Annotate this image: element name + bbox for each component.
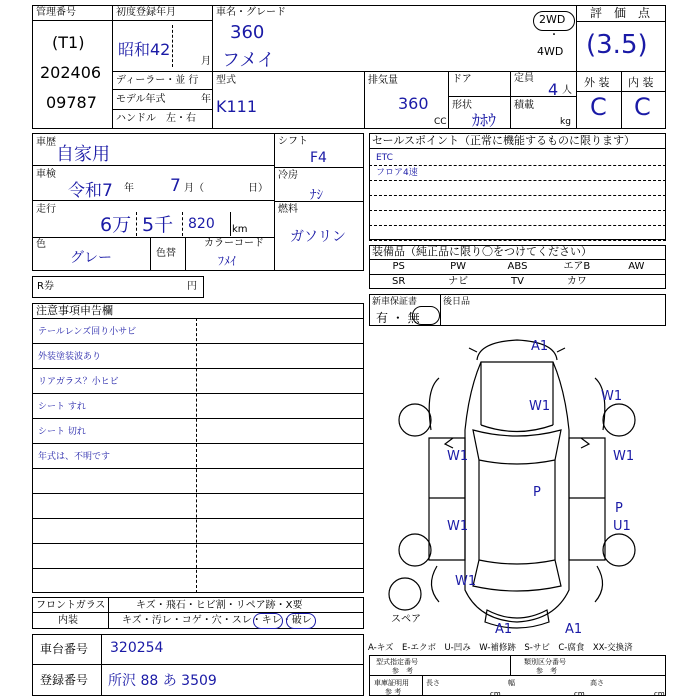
shaken-gatsu: 月（ (184, 183, 204, 194)
haiki-value: 360 (398, 94, 429, 113)
damage-legend: A-キズ E-エクボ U-凹み W-補修跡 S-サビ C-腐食 XX-交換済 (368, 643, 633, 653)
shareki-label: 車歴 (36, 137, 56, 148)
mark-a1-front: A1 (531, 339, 549, 354)
iro-value: グレー (70, 250, 112, 266)
irogae-label: 色替 (156, 248, 176, 259)
shamei-grade: フメイ (222, 50, 275, 71)
front-glass-label: フロントガラス (36, 600, 106, 611)
takasa-label: 高さ (590, 679, 604, 687)
chui-item: シート 切れ (38, 427, 86, 437)
katashiki-label: 型式 (216, 75, 236, 86)
keijo-label: 形状 (452, 100, 472, 111)
sales-item: フロア4速 (376, 168, 418, 178)
shaken-label: 車検 (36, 169, 56, 180)
chui-frame (32, 303, 364, 593)
car-diagram (369, 330, 666, 640)
naiso-score: C (634, 93, 651, 121)
chui-item: 年式は、不明です (38, 452, 111, 462)
soubi-item: エアB (563, 261, 591, 272)
rken-label: R券 (37, 281, 54, 292)
soko-man: 6万 (100, 214, 132, 236)
color-code-label: カラーコード (204, 238, 264, 249)
rken-frame (32, 276, 204, 298)
katashiki-value: K111 (216, 97, 258, 116)
nagasa-cm: cm (490, 690, 501, 698)
hosho-label: 新車保証書 (372, 297, 418, 307)
shaken-month: 7 (170, 176, 181, 196)
toroku-label: 登録番号 (40, 673, 89, 687)
soko-unit: km (232, 224, 248, 235)
mark-w1-fr: W1 (601, 389, 623, 404)
drive-4wd: 4WD (537, 45, 564, 58)
ruibetsu-label: 類別区分番号 (524, 658, 566, 666)
hyoka-score: (3.5) (586, 30, 648, 60)
mark-a1-rear-l: A1 (495, 622, 513, 637)
shiteisho-label: 型式指定番号 (376, 658, 418, 666)
rken-unit: 円 (187, 281, 197, 292)
front-glass-value: キズ・飛石・ヒビ割・リペア跡・X要 (136, 600, 303, 611)
mark-w1-hood: W1 (529, 399, 551, 414)
shodo-month: 月 (201, 56, 211, 67)
soubi-item: SR (392, 276, 406, 287)
shareki-value: 自家用 (56, 144, 110, 165)
daiban-label: 車台番号 (40, 642, 89, 656)
color-code: ﾌﾒｲ (218, 254, 237, 268)
kanri-t: (T1) (52, 33, 85, 52)
naiso-label: 内 装 (628, 76, 654, 89)
wheel-front-right (603, 404, 635, 436)
shamei-name: 360 (230, 22, 265, 43)
daiban-value: 320254 (110, 640, 164, 656)
sales-label: セールスポイント（正常に機能するものに限ります） (372, 134, 636, 147)
soubi-item: PW (450, 261, 467, 272)
ruibetsu-sanko: 参 考 (536, 667, 557, 675)
shoumei-label: 車庫証明用 (374, 679, 409, 687)
gaiso-score: C (590, 93, 607, 121)
soko-label: 走行 (36, 204, 56, 215)
shoumei-sanko: 参 考 (385, 688, 402, 696)
shift-label: シフト (278, 136, 308, 147)
kanri-label: 管理番号 (36, 7, 76, 18)
spare-wheel (389, 578, 421, 610)
takasa-cm: cm (654, 690, 665, 698)
iro-label: 色 (36, 239, 46, 250)
teiin-label: 定員 (514, 73, 534, 84)
nobi-label: 後日品 (443, 297, 471, 307)
kanri-n2: 09787 (46, 93, 97, 112)
soko-sen: 5千 (142, 214, 174, 236)
year-unit: 年 (201, 94, 211, 105)
mark-w1-rear-l: W1 (455, 574, 477, 589)
mark-w1-rl-door: W1 (447, 519, 469, 534)
shaken-era: 令和7 (68, 181, 113, 201)
soubi-item: カワ (566, 276, 587, 287)
hyoka-label: 評 価 点 (590, 6, 651, 20)
naiso-row-label: 内装 (58, 615, 78, 626)
soubi-item: AW (628, 261, 645, 272)
damage-marks (447, 339, 634, 637)
toroku-value: 所沢 88 あ 3509 (108, 673, 217, 689)
nenryo-value: ガソリン (290, 229, 346, 245)
soubi-item: ABS (507, 261, 528, 272)
sales-frame (369, 133, 666, 240)
mark-u1-rr: U1 (613, 519, 631, 534)
reibo-label: 冷房 (278, 170, 298, 181)
drive-2wd: 2WD (539, 13, 566, 26)
kire-circle (286, 613, 316, 629)
reibo-value: ﾅｼ (310, 188, 323, 203)
shaken-nen: 年 (124, 183, 134, 194)
naiso-row-value: キズ・汚レ・コゲ・穴・スレ・キレ・破レ (122, 615, 312, 626)
dealer-label: ディーラー・並 行 (116, 75, 199, 86)
chui-item: シート すれ (38, 402, 86, 412)
sales-item: ETC (376, 153, 393, 163)
nenryo-label: 燃料 (278, 204, 298, 215)
gaiso-label: 外 装 (584, 76, 610, 89)
kanri-n1: 202406 (40, 63, 102, 82)
sekisai-unit: kg (560, 117, 571, 127)
wheel-rear-left (399, 534, 431, 566)
soubi-label: 装備品（純正品に限り〇をつけてください） (372, 245, 592, 258)
wheel-rear-right (603, 534, 635, 566)
mark-w1-fr-door: W1 (613, 449, 635, 464)
teiin-value: 4 (548, 80, 559, 99)
drive-dot: ・ (549, 30, 559, 41)
shiteisho-sanko: 参 考 (392, 667, 413, 675)
teiin-unit: 人 (562, 85, 572, 96)
shaken-day: 日） (248, 183, 268, 194)
sure-circle (253, 613, 283, 629)
shift-value: F4 (310, 150, 327, 166)
chui-label: 注意事項申告欄 (36, 304, 113, 317)
model-year-label: モデル年式 (116, 94, 166, 105)
keijo-value: ｶﾎｳ (472, 111, 497, 130)
mark-w1-fl-door: W1 (447, 449, 469, 464)
chui-item: テールレンズ回り小サビ (38, 327, 137, 337)
nagasa-label: 長さ (426, 679, 440, 687)
shodo-era: 昭和42 (118, 40, 171, 59)
haba-cm: cm (574, 690, 585, 698)
haiki-label: 排気量 (368, 75, 398, 86)
mark-a1-rear-r: A1 (565, 622, 583, 637)
chui-item: リアガラス？小ヒビ (38, 377, 119, 387)
soubi-item: PS (392, 261, 405, 272)
door-label: ドア (452, 74, 472, 85)
mark-p-rr: P (615, 501, 623, 516)
mark-p-roof: P (533, 485, 541, 500)
hosho-circle (412, 306, 440, 325)
soko-rest: 820 (188, 216, 215, 232)
shodo-label: 初度登録年月 (116, 7, 176, 18)
chui-item: 外装塗装波あり (38, 352, 102, 362)
shamei-label: 車名・グレード (216, 7, 286, 18)
hosho-value: 有 ・ 無 (376, 311, 420, 325)
handle-label: ハンドル 左・右 (116, 113, 196, 124)
haba-label: 幅 (508, 679, 515, 687)
haiki-unit: CC (434, 117, 447, 127)
soubi-item: TV (511, 276, 524, 287)
sekisai-label: 積載 (514, 100, 534, 111)
soubi-item: ナビ (448, 276, 469, 287)
spare-label: スペア (391, 614, 421, 625)
wheel-front-left (399, 404, 431, 436)
